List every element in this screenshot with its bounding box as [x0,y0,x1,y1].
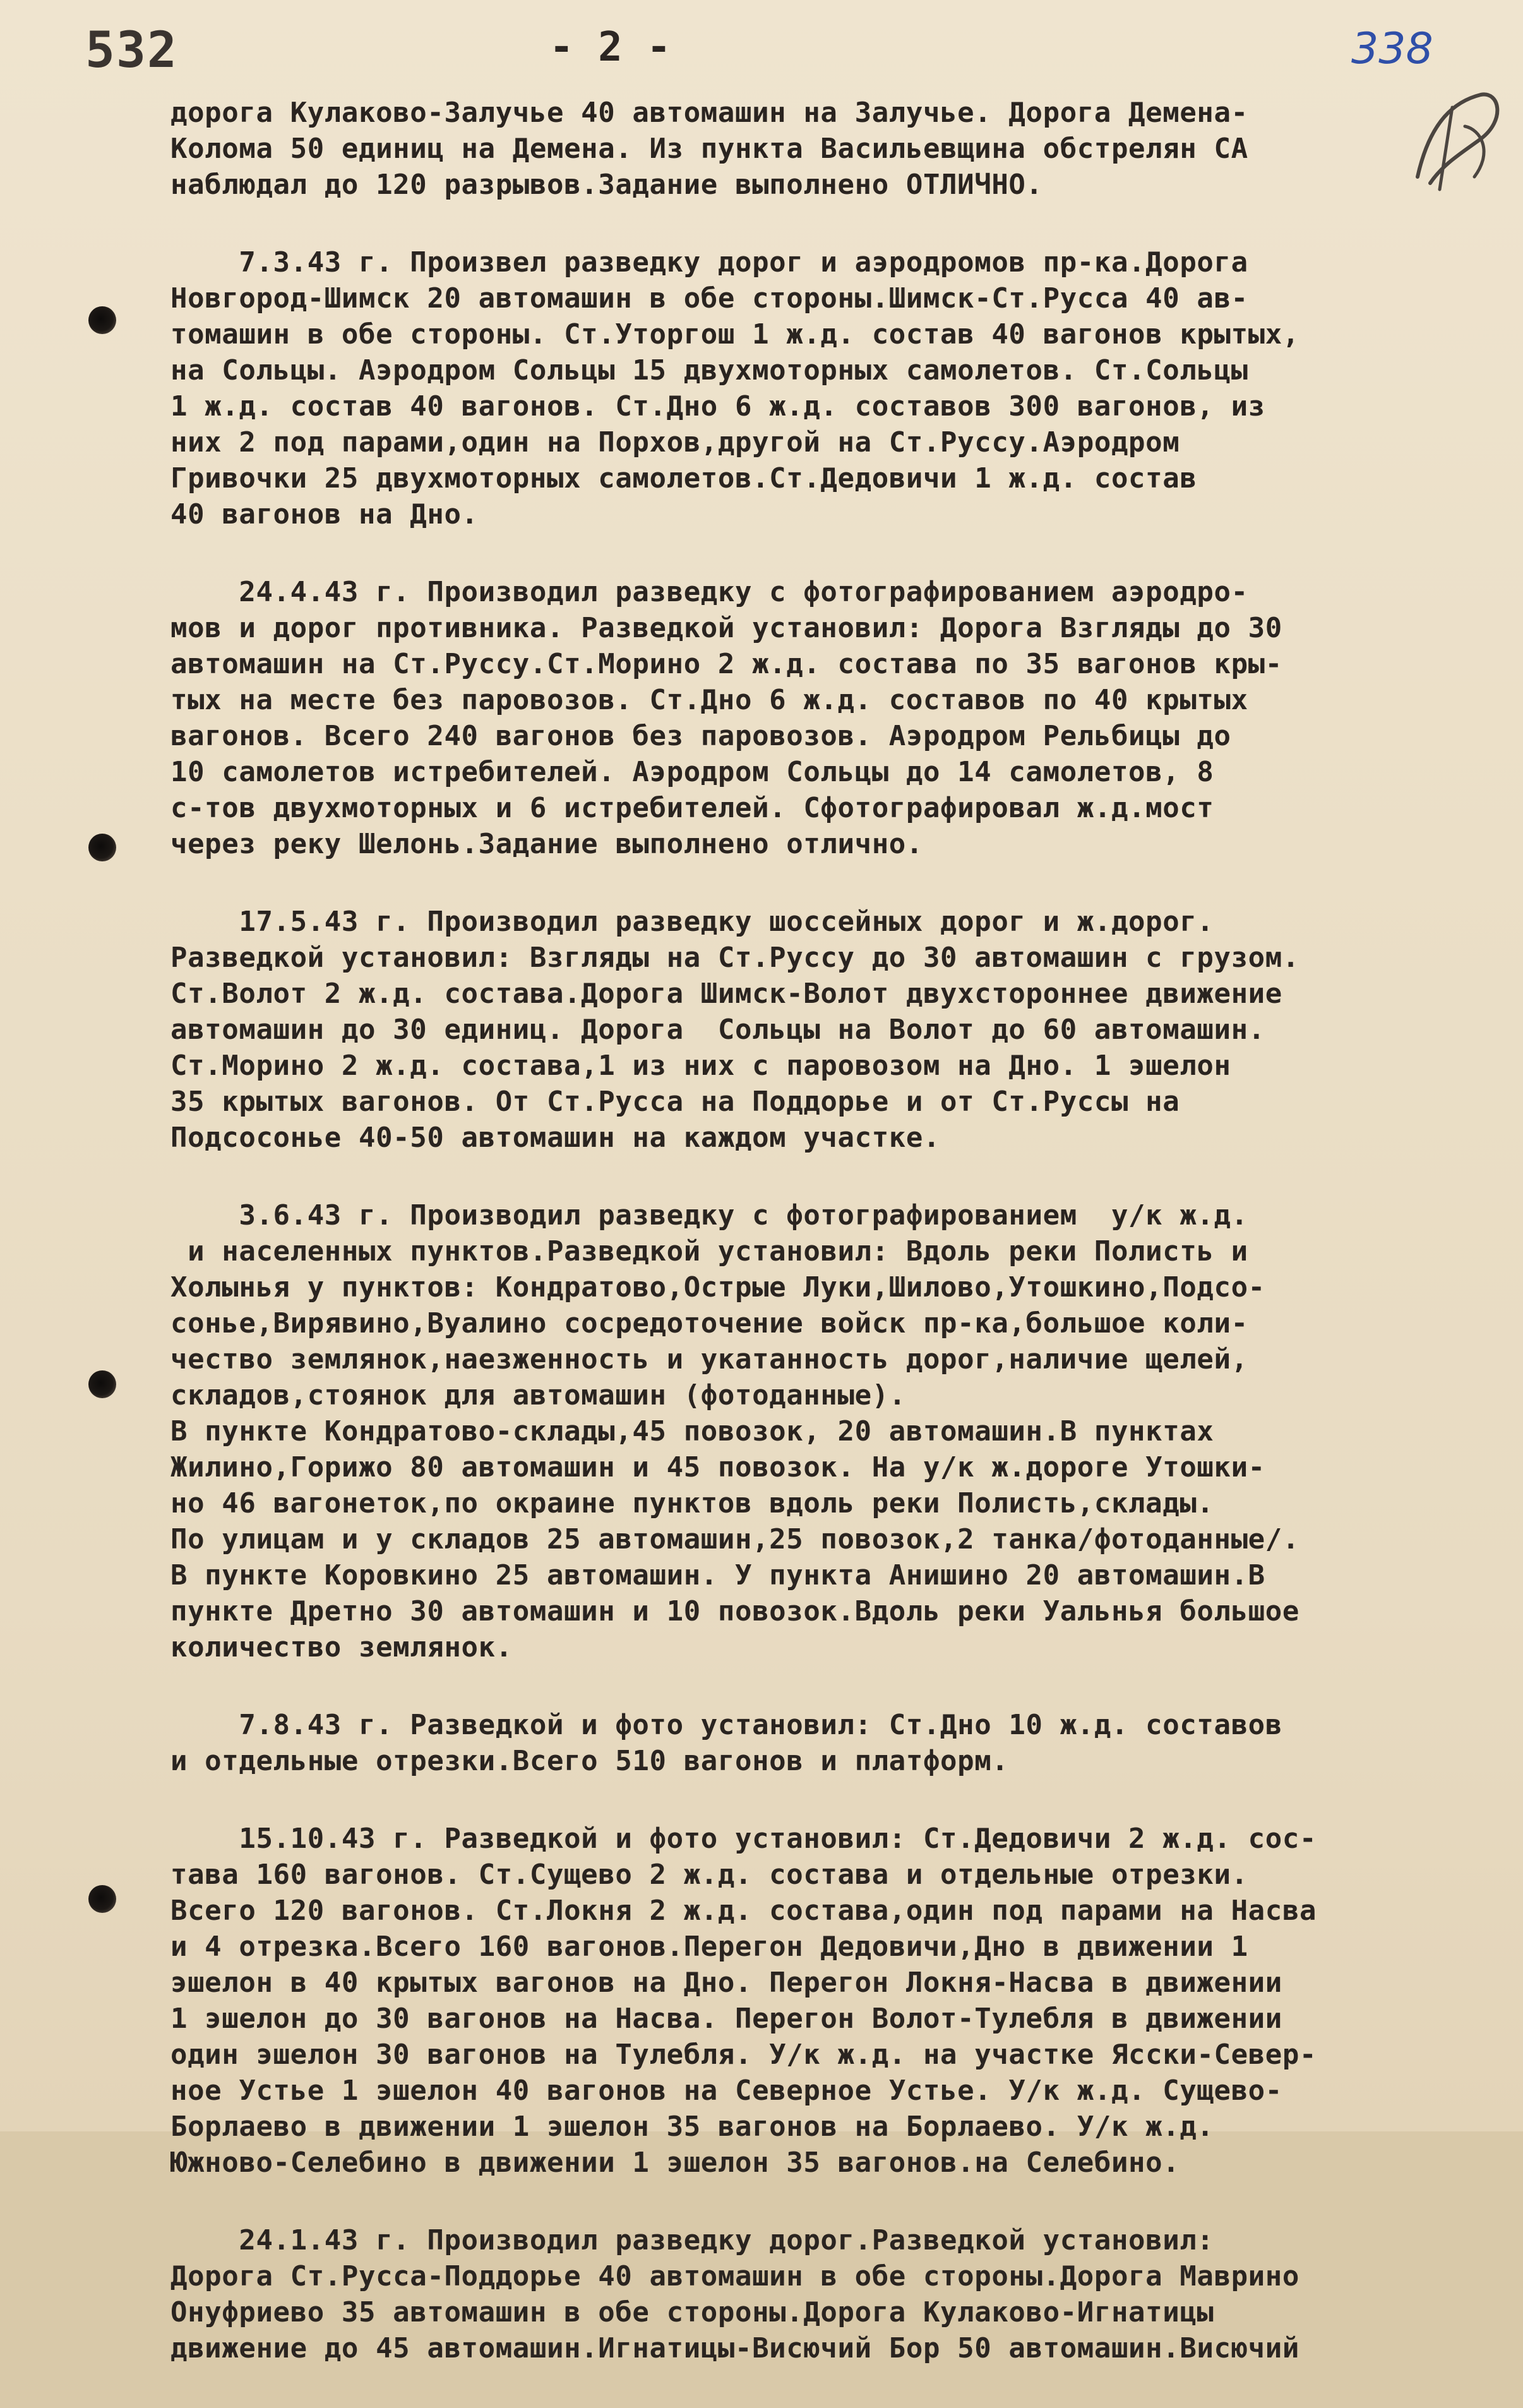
report-line: Ст.Морино 2 ж.д. состава,1 из них с паровозом на Дно. 1 эшелон [170,1050,1231,1082]
report-line: эшелон в 40 крытых вагонов на Дно. Перегон Локня-Насва в движении [170,1967,1282,1999]
report-paragraph [170,1821,1471,2181]
report-line: В пункте Коровкино 25 автомашин. У пункта Анишино 20 автомашин.В [170,1559,1265,1591]
report-line: ное Устье 1 эшелон 40 вагонов на Северное Устье. У/к ж.д. Сущево- [170,2075,1282,2107]
report-line: Холынья у пунктов: Кондратово,Острые Луки,Шилово,Утошкино,Подсо- [170,1271,1265,1303]
report-line: количество землянок. [170,1631,513,1663]
typed-report-body [170,95,1471,2408]
binding-hole-4 [88,1885,116,1913]
report-line: Новгород-Шимск 20 автомашин в обе стороны.Шимск-Ст.Русса 40 ав- [170,282,1248,314]
binding-hole-3 [88,1370,116,1398]
report-line: 24.4.43 г. Производил разведку с фотографированием аэродро- [170,576,1248,608]
report-line: 7.8.43 г. Разведкой и фото установил: Ст.Дно 10 ж.д. составов [170,1709,1282,1741]
report-line: и отдельные отрезки.Всего 510 вагонов и платформ. [170,1745,1009,1777]
report-paragraph [170,904,1471,1156]
report-line: но 46 вагонеток,по окраине пунктов вдоль реки Полисть,склады. [170,1487,1214,1519]
report-line: Южново-Селебино в движении 1 эшелон 35 вагонов.на Селебино. [170,2147,1180,2179]
report-line: Дорога Ст.Русса-Поддорье 40 автомашин в обе стороны.Дорога Маврино [170,2260,1299,2292]
report-line: Борлаево в движении 1 эшелон 35 вагонов на Борлаево. У/к ж.д. [170,2111,1214,2143]
report-line: один эшелон 30 вагонов на Тулебля. У/к ж.д. на участке Ясски-Север- [170,2039,1317,2071]
report-line: чество землянок,наезженность и укатанность дорог,наличие щелей, [170,1343,1248,1375]
report-paragraph [170,244,1471,532]
report-paragraph [170,1707,1471,1779]
report-line: Жилино,Горижо 80 автомашин и 45 повозок. На у/к ж.дороге Утошки- [170,1451,1265,1483]
report-line: автомашин на Ст.Руссу.Ст.Морино 2 ж.д. состава по 35 вагонов кры- [170,648,1282,680]
report-line: дорога Кулаково-Залучье 40 автомашин на Залучье. Дорога Демена- [170,97,1248,129]
report-line: 24.1.43 г. Производил разведку дорог.Разведкой установил: [170,2224,1214,2256]
report-line: и населенных пунктов.Разведкой установил: Вдоль реки Полисть и [170,1235,1248,1267]
report-line: на Сольцы. Аэродром Сольцы 15 двухмоторных самолетов. Ст.Сольцы [170,354,1248,386]
report-line: вагонов. Всего 240 вагонов без паровозов. Аэродром Рельбицы до [170,720,1231,752]
report-line: тава 160 вагонов. Ст.Сущево 2 ж.д. состава и отдельные отрезки. [170,1859,1248,1891]
report-paragraph [170,2222,1471,2366]
report-line: и 4 отрезка.Всего 160 вагонов.Перегон Дедовичи,Дно в движении 1 [170,1931,1248,1963]
report-line: 7.3.43 г. Произвел разведку дорог и аэродромов пр-ка.Дорога [170,246,1248,279]
report-line: 3.6.43 г. Производил разведку с фотографированием у/к ж.д. [170,1199,1248,1231]
report-line: 10 самолетов истребителей. Аэродром Сольцы до 14 самолетов, 8 [170,756,1214,788]
report-line: 17.5.43 г. Производил разведку шоссейных дорог и ж.дорог. [170,906,1214,938]
report-line: через реку Шелонь.Задание выполнено отлично. [170,828,923,860]
report-line: автомашин до 30 единиц. Дорога Сольцы на Волот до 60 автомашин. [170,1014,1265,1046]
report-line: движение до 45 автомашин.Игнатицы-Висючий Бор 50 автомашин.Висючий [170,2332,1299,2364]
center-page-number: - 2 - [549,24,671,71]
report-line: сонье,Вирявино,Вуалино сосредоточение войск пр-ка,большое коли- [170,1307,1248,1339]
report-line: По улицам и у складов 25 автомашин,25 повозок,2 танка/фотоданные/. [170,1523,1299,1555]
left-page-number: 532 [85,22,178,79]
binding-hole-1 [88,306,116,334]
archive-page-number: 338 [1351,24,1433,74]
report-paragraph [170,574,1471,862]
report-line: пункте Дретно 30 автомашин и 10 повозок.Вдоль реки Уальнья большое [170,1595,1299,1627]
report-line: 35 крытых вагонов. От Ст.Русса на Поддорье и от Ст.Руссы на [170,1086,1180,1118]
report-line: 1 эшелон до 30 вагонов на Насва. Перегон Волот-Тулебля в движении [170,2003,1282,2035]
report-line: Разведкой установил: Взгляды на Ст.Руссу до 30 автомашин с грузом. [170,942,1299,974]
report-line: складов,стоянок для автомашин (фотоданные). [170,1379,906,1411]
report-line: Онуфриево 35 автомашин в обе стороны.Дорога Кулаково-Игнатицы [170,2296,1214,2328]
report-line: с-тов двухмоторных и 6 истребителей. Сфотографировал ж.д.мост [170,792,1214,824]
report-line: Гривочки 25 двухмоторных самолетов.Ст.Дедовичи 1 ж.д. состав [170,462,1197,494]
report-line: 40 вагонов на Дно. [170,498,479,530]
report-line: 15.10.43 г. Разведкой и фото установил: Ст.Дедовичи 2 ж.д. сос- [170,1823,1317,1855]
report-line: Колома 50 единиц на Демена. Из пункта Васильевщина обстрелян СА [170,133,1248,165]
report-line: Ст.Волот 2 ж.д. состава.Дорога Шимск-Волот двухстороннее движение [170,978,1282,1010]
report-line: мов и дорог противника. Разведкой установил: Дорога Взгляды до 30 [170,612,1282,644]
report-line: В пункте Кондратово-склады,45 повозок, 20 автомашин.В пунктах [170,1415,1214,1447]
binding-hole-2 [88,834,116,861]
report-line: тых на месте без паровозов. Ст.Дно 6 ж.д. составов по 40 крытых [170,684,1248,716]
report-line: Подсосонье 40-50 автомашин на каждом участке. [170,1122,941,1154]
report-line: 1 ж.д. состав 40 вагонов. Ст.Дно 6 ж.д. составов 300 вагонов, из [170,390,1265,422]
report-line: томашин в обе стороны. Ст.Уторгош 1 ж.д. состав 40 вагонов крытых, [170,318,1299,350]
report-paragraph [170,95,1471,203]
report-line: наблюдал до 120 разрывов.Задание выполнено ОТЛИЧНО. [170,169,1043,201]
report-line: них 2 под парами,один на Порхов,другой на Ст.Руссу.Аэродром [170,426,1180,458]
report-line: Всего 120 вагонов. Ст.Локня 2 ж.д. состава,один под парами на Насва [170,1895,1317,1927]
report-paragraph [170,1197,1471,1665]
